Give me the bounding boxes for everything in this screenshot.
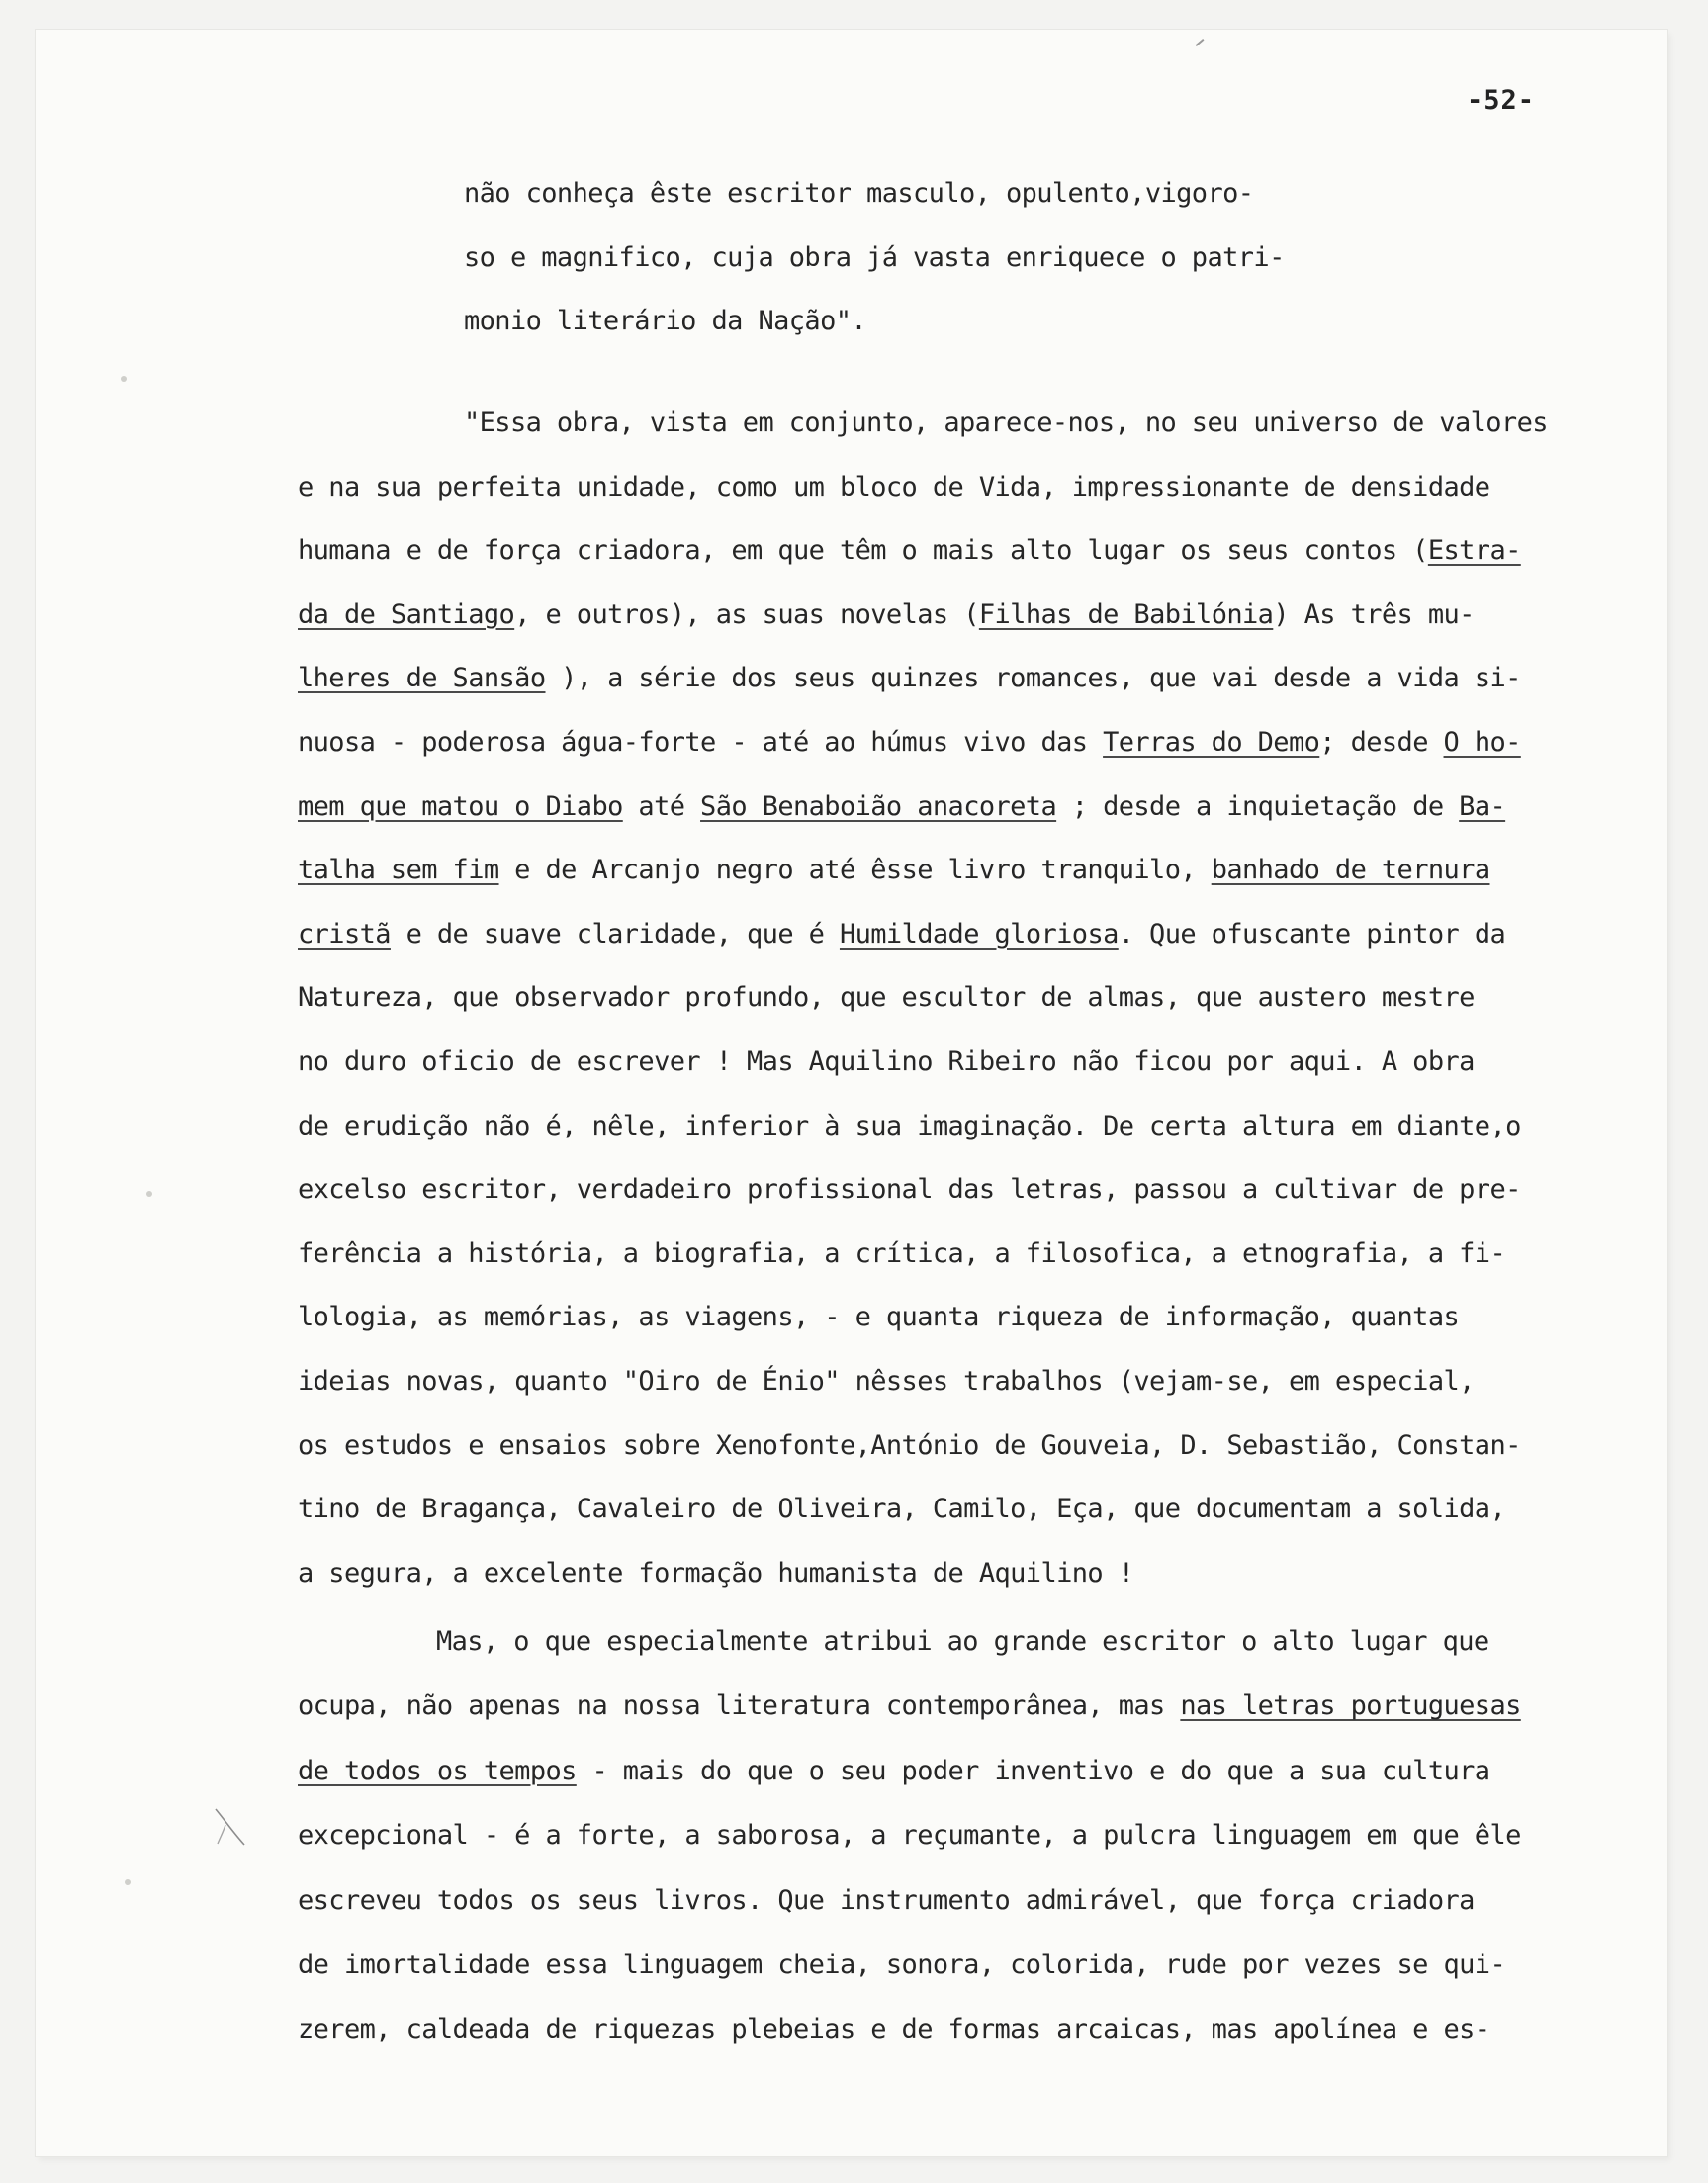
text-segment: lologia, as memórias, as viagens, - e quanta riqueza de informação, quantas — [298, 1302, 1460, 1333]
text-segment: ), a série dos seus quinzes romances, que vai desde a vida si- — [545, 663, 1521, 694]
text-line — [298, 915, 1505, 955]
text-line — [298, 1170, 1521, 1210]
underlined-title: nas letras portuguesas — [1180, 1690, 1521, 1722]
text-line — [298, 531, 1521, 571]
underlined-title: O ho- — [1443, 727, 1521, 758]
paragraph-1 — [298, 404, 1613, 1617]
quote-continuation — [464, 174, 1304, 366]
text-line — [298, 659, 1521, 698]
underlined-title: de todos os tempos — [298, 1755, 577, 1786]
text-segment: tino de Bragança, Cavaleiro de Oliveira, Camilo, Eça, que documentam a solida, — [298, 1494, 1506, 1525]
underlined-title: Ba- — [1459, 790, 1506, 822]
text-line — [298, 723, 1521, 763]
text-line — [298, 1490, 1505, 1529]
text-segment: a segura, a excelente formação humanista de Aquilino ! — [298, 1557, 1134, 1589]
text-segment: excelso escritor, verdadeiro profissional das letras, passou a cultivar de pre- — [298, 1174, 1521, 1206]
text-line — [298, 1816, 1521, 1856]
paper-speck — [125, 1879, 131, 1885]
paper-speck — [121, 376, 127, 382]
paper-speck — [146, 1191, 152, 1197]
text-line — [298, 1362, 1475, 1402]
text-line — [298, 1686, 1521, 1726]
text-segment: e na sua perfeita unidade, como um bloco de Vida, impressionante de densidade — [298, 471, 1490, 502]
text-line — [298, 1234, 1505, 1274]
paragraph-2 — [298, 1622, 1613, 2075]
text-line — [298, 1881, 1475, 1921]
text-line — [464, 174, 1253, 214]
text-segment: de erudição não é, nêle, inferior à sua imaginação. De certa altura em diante,o — [298, 1110, 1521, 1141]
text-line — [464, 302, 866, 341]
text-segment: Natureza, que observador profundo, que escultor de almas, que austero mestre — [298, 982, 1475, 1014]
margin-x-mark — [212, 1807, 247, 1847]
text-line — [298, 1752, 1489, 1791]
text-segment: ; desde — [1319, 727, 1444, 758]
text-segment: - mais do que o seu poder inventivo e do que a sua cultura — [576, 1755, 1490, 1786]
text-segment: de imortalidade essa linguagem cheia, sonora, colorida, rude por vezes se qui- — [298, 1950, 1506, 1980]
text-segment: so e magnifico, cuja obra já vasta enriquece o patri- — [464, 241, 1285, 273]
underlined-title: cristã — [298, 918, 391, 950]
text-line — [436, 1622, 1489, 1662]
text-segment: não conheça êste escritor masculo, opulento,vigoro- — [464, 178, 1254, 209]
underlined-title: talha sem fim — [298, 855, 499, 886]
text-line — [298, 787, 1505, 827]
text-segment: e de Arcanjo negro até êsse livro tranquilo, — [498, 855, 1212, 886]
text-line — [464, 238, 1285, 278]
page-number: -52- — [1466, 85, 1535, 116]
text-line — [298, 1946, 1505, 1985]
text-segment: . Que ofuscante pintor da — [1118, 918, 1506, 950]
text-segment: ideias novas, quanto "Oiro de Énio" nêsses trabalhos (vejam-se, em especial, — [298, 1366, 1475, 1397]
text-line — [298, 468, 1489, 507]
text-segment: ferência a história, a biografia, a crítica, a filosofica, a etnografia, a fi- — [298, 1237, 1506, 1269]
text-segment: no duro oficio de escrever ! Mas Aquilino Ribeiro não ficou por aqui. A obra — [298, 1046, 1475, 1077]
text-line — [298, 1554, 1133, 1593]
underlined-title: da de Santiago — [298, 598, 515, 630]
text-line — [298, 1426, 1521, 1466]
text-segment: excepcional - é a forte, a saborosa, a reçumante, a pulcra linguagem em que êle — [298, 1820, 1521, 1852]
text-line — [298, 595, 1475, 635]
underlined-title: Estra- — [1427, 535, 1521, 567]
text-line — [298, 1043, 1475, 1082]
text-line — [298, 851, 1489, 890]
text-segment: Mas, o que especialmente atribui ao grande escritor o alto lugar que — [436, 1626, 1489, 1657]
text-segment: monio literário da Nação". — [464, 306, 867, 336]
text-line — [298, 978, 1475, 1018]
underlined-title: Filhas de Babilónia — [978, 598, 1274, 630]
text-segment: ) As três mu- — [1273, 598, 1475, 630]
underlined-title: mem que matou o Diabo — [298, 790, 623, 822]
text-segment: zerem, caldeada de riquezas plebeias e de formas arcaicas, mas apolínea e es- — [298, 2014, 1490, 2046]
text-segment: , e outros), as suas novelas ( — [514, 598, 979, 630]
text-segment: humana e de força criadora, em que têm o mais alto lugar os seus contos ( — [298, 535, 1428, 567]
text-segment: até — [622, 790, 701, 822]
text-line — [298, 1107, 1521, 1146]
text-segment: os estudos e ensaios sobre Xenofonte,António de Gouveia, D. Sebastião, Constan- — [298, 1429, 1521, 1461]
text-segment: ; desde a inquietação de — [1056, 790, 1460, 822]
text-segment: nuosa - poderosa água-forte - até ao húmus vivo das — [298, 727, 1104, 758]
underlined-title: Terras do Demo — [1103, 727, 1320, 758]
text-line — [298, 2010, 1489, 2049]
pen-mark — [1196, 39, 1205, 46]
underlined-title: banhado de ternura — [1211, 855, 1490, 886]
text-segment: ocupa, não apenas na nossa literatura contemporânea, mas — [298, 1690, 1181, 1722]
text-segment: "Essa obra, vista em conjunto, aparece-nos, no seu universo de valores — [464, 408, 1548, 438]
text-line — [464, 404, 1548, 443]
text-segment: escreveu todos os seus livros. Que instrumento admirável, que força criadora — [298, 1884, 1475, 1916]
underlined-title: Humildade gloriosa — [839, 918, 1119, 950]
text-line — [298, 1298, 1459, 1337]
underlined-title: São Benaboião anacoreta — [700, 790, 1057, 822]
underlined-title: lheres de Sansão — [298, 663, 546, 694]
text-segment: e de suave claridade, que é — [390, 918, 840, 950]
